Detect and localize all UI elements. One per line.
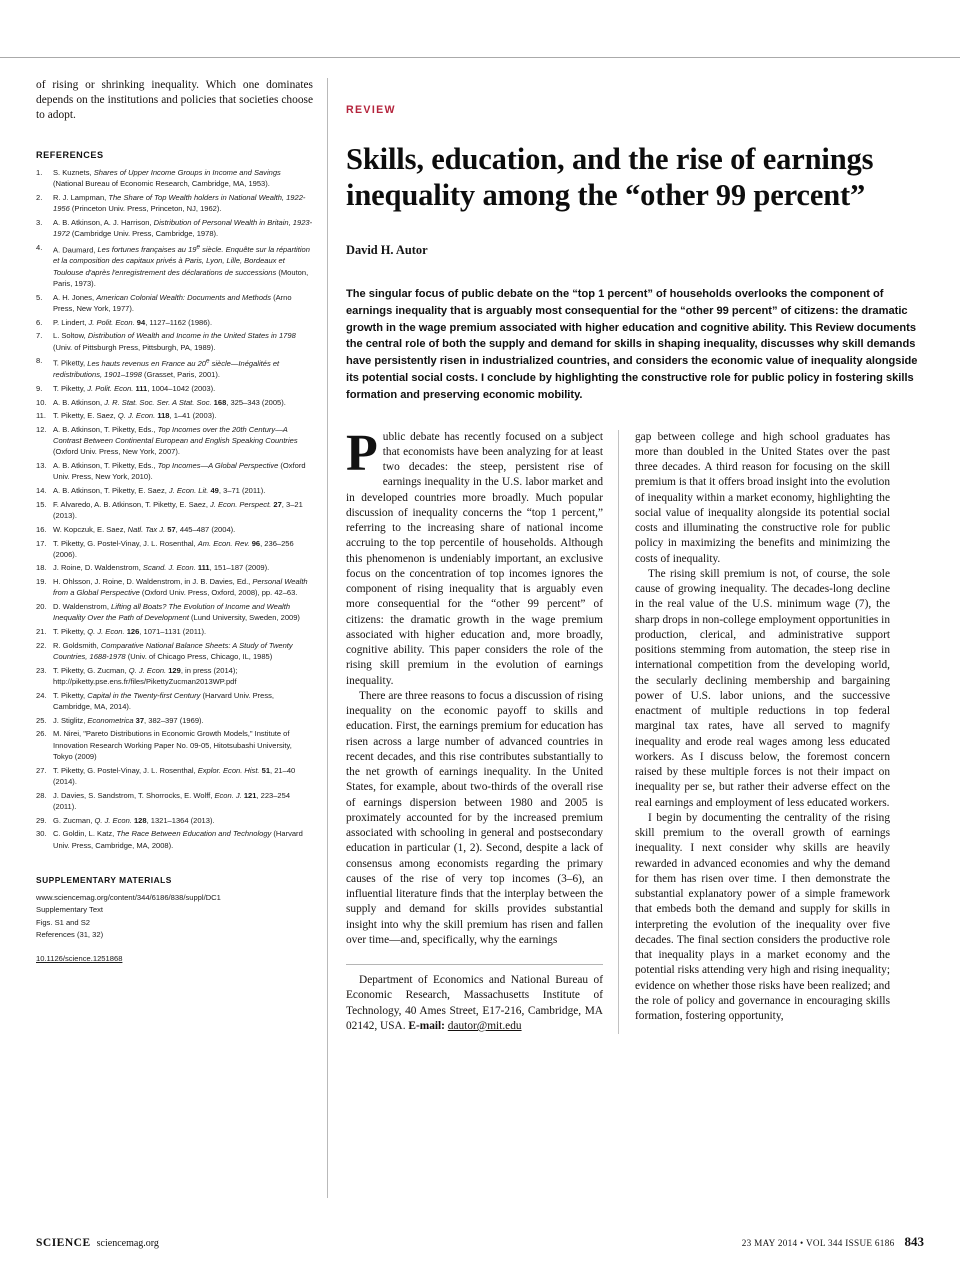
- reference-text: J. Stiglitz, Econometrica 37, 382–397 (1969).: [53, 715, 204, 725]
- body-paragraph: There are three reasons to focus a discussion of rising inequality on the economic payoff to skills and education. First, the earnings premium for education has risen across a large number of advanced countries in recent decades, and this rise contributes substantially to the net growth of earnings inequality. In the United States, for example, about two-thirds of the overall rise of earnings dispersion between 1980 and 2005 is proximately accounted for by the increased premium associated with schooling in general and postsecondary education in particular (1, 2). Second, despite a lack of consensus among economists regarding the primary causes of the rise of very top incomes (3–6), an influential literature finds that the interplay between the supply and demand for skills provides substantial insight into why the skill premium has risen and fallen over time—and, specifically, why the earnings: [346, 689, 603, 946]
- doi-link[interactable]: 10.1126/science.1251868: [36, 953, 123, 963]
- reference-text: T. Piketty, J. Polit. Econ. 111, 1004–1042 (2003).: [53, 383, 216, 393]
- reference-number: 28.: [36, 790, 47, 800]
- reference-item: [36, 601, 313, 624]
- reference-item: [36, 828, 313, 851]
- reference-item: [36, 815, 313, 826]
- reference-number: 1.: [36, 167, 43, 177]
- reference-number: 23.: [36, 665, 47, 675]
- reference-number: 4.: [36, 242, 43, 252]
- reference-text: T. Piketty, Les hauts revenus en France au 20e siècle—Inégalités et redistributions, 1901–1998 (Grasset, Paris, 2001).: [53, 357, 280, 380]
- reference-item: [36, 715, 313, 726]
- reference-item: [36, 397, 313, 408]
- body-column-left: [346, 424, 618, 1035]
- reference-text: T. Piketty, G. Zucman, Q. J. Econ. 129, in press (2014); http://piketty.pse.ens.fr/files/PikettyZucman2013WP.pdf: [53, 665, 238, 687]
- page-number: 843: [904, 1234, 924, 1249]
- reference-item: [36, 665, 313, 688]
- supplementary-item: Supplementary Text: [36, 905, 103, 915]
- reference-number: 11.: [36, 411, 46, 421]
- reference-text: M. Nirei, "Pareto Distributions in Economic Growth Models," Institute of Innovation Research Working Paper No. 09-05, Hitotsubashi University, Tokyo (2009): [53, 729, 292, 762]
- reference-number: 2.: [36, 192, 43, 202]
- reference-item: [36, 292, 313, 315]
- reference-number: 14.: [36, 486, 47, 496]
- reference-item: [36, 790, 313, 813]
- reference-number: 12.: [36, 424, 47, 434]
- reference-text: S. Kuznets, Shares of Upper Income Groups in Income and Savings (National Bureau of Economic Research, Cambridge, MA, 1953).: [53, 167, 281, 188]
- article-author: David H. Autor: [346, 243, 428, 257]
- continued-paragraph: of rising or shrinking inequality. Which one dominates depends on the institutions and policies that societies choose to adopt.: [36, 79, 313, 122]
- reference-item: [36, 383, 313, 394]
- reference-text: J. Davies, S. Sandstrom, T. Shorrocks, E. Wolff, Econ. J. 121, 223–254 (2011).: [53, 790, 291, 812]
- reference-item: [36, 460, 313, 483]
- reference-text: H. Ohlsson, J. Roine, D. Waldenstrom, in J. B. Davies, Ed., Personal Wealth from a Global Perspective (Oxford Univ. Press, Oxford, 2008), pp. 42–63.: [53, 577, 308, 598]
- supplementary-item: References (31, 32): [36, 930, 104, 940]
- references-list: [36, 167, 313, 851]
- reference-text: T. Piketty, G. Postel-Vinay, J. L. Rosenthal, Am. Econ. Rev. 96, 236–256 (2006).: [53, 538, 294, 559]
- body-paragraph: Public debate has recently focused on a subject that economists have been analyzing for at least two decades: the steep, persistent rise of earnings inequality in the U.S. labor market and in developed countries more broadly. Much popular discussion of inequality concerns the “top 1 percent,” referring to the increasing share of national income accruing to the top percentile of households. Although this phenomenon is undeniably important, an exclusive focus on the concentration of top incomes ignores the component of rising inequality that is arguably even more consequential for the “other 99 percent” of citizens: the dramatic growth in the wage premium associated with higher education and, more broadly, cognitive ability. This paper considers the role of the rising skill premium in the evolution of earnings inequality.: [346, 424, 603, 687]
- reference-text: T. Piketty, G. Postel-Vinay, J. L. Rosenthal, Explor. Econ. Hist. 51, 21–40 (2014).: [53, 765, 296, 787]
- reference-item: [36, 690, 313, 713]
- reference-item: [36, 499, 313, 522]
- reference-text: A. B. Atkinson, T. Piketty, Eds., Top Incomes—A Global Perspective (Oxford Univ. Press, New York, 2010).: [53, 461, 306, 482]
- reference-number: 20.: [36, 602, 47, 612]
- reference-item: [36, 167, 313, 190]
- reference-text: A. B. Atkinson, J. R. Stat. Soc. Ser. A Stat. Soc. 168, 325–343 (2005).: [53, 397, 286, 407]
- reference-text: C. Goldin, L. Katz, The Race Between Education and Technology (Harvard Univ. Press, Cambridge, MA, 2008).: [53, 829, 303, 850]
- reference-number: 16.: [36, 524, 47, 534]
- reference-text: D. Waldenstrom, Lifting all Boats? The Evolution of Income and Wealth Inequality Over the Path of Development (Lund University, Sweden, 2009): [53, 602, 300, 623]
- reference-text: P. Lindert, J. Polit. Econ. 94, 1127–1162 (1986).: [53, 317, 213, 327]
- reference-text: A. B. Atkinson, T. Piketty, Eds., Top Incomes over the 20th Century—A Contrast Between Continental European and English Speaking Countries (Oxford Univ. Press, New York, 2007).: [53, 424, 298, 457]
- reference-text: T. Piketty, Q. J. Econ. 126, 1071–1131 (2011).: [53, 627, 207, 637]
- reference-text: R. J. Lampman, The Share of Top Wealth holders in National Wealth, 1922-1956 (Princeton Univ. Press, Princeton, NJ, 1962).: [53, 192, 306, 213]
- reference-number: 19.: [36, 577, 47, 587]
- reference-item: [36, 538, 313, 561]
- issue-line: 23 MAY 2014 • VOL 344 ISSUE 6186: [741, 1238, 895, 1248]
- reference-number: 13.: [36, 461, 47, 471]
- affiliation-text: Department of Economics and National Bureau of Economic Research, Massachusetts Institute of Technology, 40 Ames Street, E17-216, Cambridge, MA 02142, USA. E-mail: dautor@mit.edu: [346, 974, 603, 1032]
- reference-item: [36, 410, 313, 421]
- reference-text: R. Goldsmith, Comparative National Balance Sheets: A Study of Twenty Countries, 1688-1978 (Univ. of Chicago Press, Chicago, IL, 1985): [53, 640, 293, 662]
- reference-text: G. Zucman, Q. J. Econ. 128, 1321–1364 (2013).: [53, 815, 215, 825]
- reference-item: [36, 317, 313, 328]
- reference-item: [36, 626, 313, 637]
- supplementary-materials-list: [36, 892, 313, 942]
- reference-number: 8.: [36, 356, 43, 366]
- body-paragraph: gap between college and high school graduates has more than doubled in the United States over the past three decades. A third reason for focusing on the skill premium is that it offers broad insight into the evolution of inequality within a market economy, highlighting the social value of inequality alongside its potential social costs and illuminating the constructive role for public policy in maximizing the benefits and minimizing the costs of inequality.: [635, 430, 890, 565]
- article-body: [346, 424, 926, 1035]
- article-column: [328, 78, 926, 1198]
- references-column: [36, 78, 328, 1198]
- reference-text: T. Piketty, Capital in the Twenty-first Century (Harvard Univ. Press, Cambridge, MA, 2014).: [53, 690, 275, 712]
- body-column-right: [618, 430, 890, 1035]
- body-paragraph: The rising skill premium is not, of course, the sole cause of growing inequality. The decades-long decline in the real value of the U.S. minimum wage (7), the sharp drops in non-college employment opportunities in production, clerical, and administrative support positions stemming from automation, the steep rise in international competition from the developing world, the secularly declining membership and bargaining power of U.S. labor unions, and the successive enactment of multiple reductions in top federal marginal tax rates, have all served to magnify inequality and erode real wages among less educated workers. As I discuss below, the foremost concern raised by these multiple forces is not their impact on inequality per se, but rather their adverse effect on the real earnings and employment of less educated workers.: [635, 567, 890, 809]
- reference-item: [36, 192, 313, 215]
- reference-number: 3.: [36, 217, 43, 227]
- supplementary-item: Figs. S1 and S2: [36, 917, 91, 927]
- reference-text: A. B. Atkinson, A. J. Harrison, Distribution of Personal Wealth in Britain, 1923-1972 (Cambridge Univ. Press, Cambridge, 1978).: [53, 217, 313, 238]
- reference-number: 10.: [36, 397, 47, 407]
- page-content: [36, 78, 926, 1198]
- reference-text: A. H. Jones, American Colonial Wealth: Documents and Methods (Arno Press, New York, 1977).: [53, 292, 292, 313]
- footer-brand-group: [36, 1237, 159, 1249]
- reference-number: 26.: [36, 729, 47, 739]
- reference-number: 30.: [36, 829, 47, 839]
- reference-number: 17.: [36, 538, 47, 548]
- footer-issue-group: [742, 1234, 924, 1250]
- reference-text: W. Kopczuk, E. Saez, Natl. Tax J. 57, 445–487 (2004).: [53, 524, 236, 534]
- reference-item: [36, 242, 313, 290]
- article-kicker: REVIEW: [346, 104, 396, 116]
- reference-item: [36, 330, 313, 353]
- reference-text: F. Alvaredo, A. B. Atkinson, T. Piketty, E. Saez, J. Econ. Perspect. 27, 3–21 (2013).: [53, 499, 303, 521]
- reference-number: 9.: [36, 383, 43, 393]
- reference-item: [36, 576, 313, 599]
- reference-number: 29.: [36, 815, 47, 825]
- reference-item: [36, 485, 313, 496]
- reference-item: [36, 355, 313, 380]
- reference-item: [36, 640, 313, 663]
- reference-number: 6.: [36, 317, 43, 327]
- references-heading: REFERENCES: [36, 149, 104, 160]
- reference-item: [36, 524, 313, 535]
- page-top-rule: [0, 57, 960, 58]
- reference-number: 18.: [36, 563, 47, 573]
- reference-item: [36, 728, 313, 762]
- reference-text: A. B. Atkinson, T. Piketty, E. Saez, J. Econ. Lit. 49, 3–71 (2011).: [53, 486, 266, 496]
- reference-number: 7.: [36, 331, 43, 341]
- reference-text: T. Piketty, E. Saez, Q. J. Econ. 118, 1–41 (2003).: [53, 411, 217, 421]
- reference-item: [36, 217, 313, 240]
- supplementary-materials-heading: SUPPLEMENTARY MATERIALS: [36, 875, 172, 885]
- reference-text: J. Roine, D. Waldenstrom, Scand. J. Econ. 111, 151–187 (2009).: [53, 563, 270, 573]
- reference-number: 5.: [36, 292, 43, 302]
- reference-number: 27.: [36, 765, 47, 775]
- reference-number: 21.: [36, 627, 47, 637]
- article-abstract: The singular focus of public debate on the “top 1 percent” of households overlooks the component of earnings inequality that is arguably most consequential for the “other 99 percent” of citizens: the dramatic growth in the wage premium associated with higher education and cognitive ability. This Review documents the central role of both the supply and demand for skills in shaping inequality, discusses why skill demands have persistently risen in industrialized countries, and considers the economic value of inequality alongside its potential social costs. I conclude by highlighting the constructive role for public policy in fostering skills formation and preserving economic mobility.: [346, 288, 918, 401]
- reference-number: 15.: [36, 499, 47, 509]
- journal-name: SCIENCE: [36, 1237, 91, 1249]
- supplementary-url[interactable]: www.sciencemag.org/content/344/6186/838/suppl/DC1: [36, 893, 221, 902]
- reference-number: 24.: [36, 690, 47, 700]
- reference-number: 25.: [36, 715, 47, 725]
- reference-item: [36, 562, 313, 573]
- page-footer: [36, 1234, 924, 1250]
- reference-text: A. Daumard, Les fortunes françaises au 19e siècle. Enquête sur la répartition et la composition des capitaux privés à Paris, Lyon, Lille, Bordeaux et Toulouse d'après l'enregistrement des déclarations de successions (Mouton, Paris, 1973).: [53, 243, 310, 288]
- journal-website[interactable]: sciencemag.org: [96, 1238, 159, 1249]
- affiliation-block: [346, 964, 603, 1034]
- page-title: Skills, education, and the rise of earnings inequality among the “other 99 percent”: [346, 142, 874, 212]
- body-paragraph: I begin by documenting the centrality of the rising skill premium to the overall growth of earnings inequality. I next consider why skills are heavily rewarded in advanced economies and why the demand for them has risen over time. I then demonstrate the substantial explanatory power of a simple framework that embeds both the demand and supply for skills in interpreting the evolution of the inequality over five decades. The final section considers the productive role that inequality plays in a market economy and the potential risks attending very high and rising inequality; evidence on whether those risks have been realized; and the role of policy and governance in encouraging skills formation, fostering opportunity,: [635, 811, 890, 1023]
- reference-text: L. Soltow, Distribution of Wealth and Income in the United States in 1798 (Univ. of Pittsburgh Press, Pittsburgh, PA, 1989).: [53, 331, 296, 352]
- reference-item: [36, 424, 313, 458]
- reference-item: [36, 765, 313, 788]
- reference-number: 22.: [36, 640, 47, 650]
